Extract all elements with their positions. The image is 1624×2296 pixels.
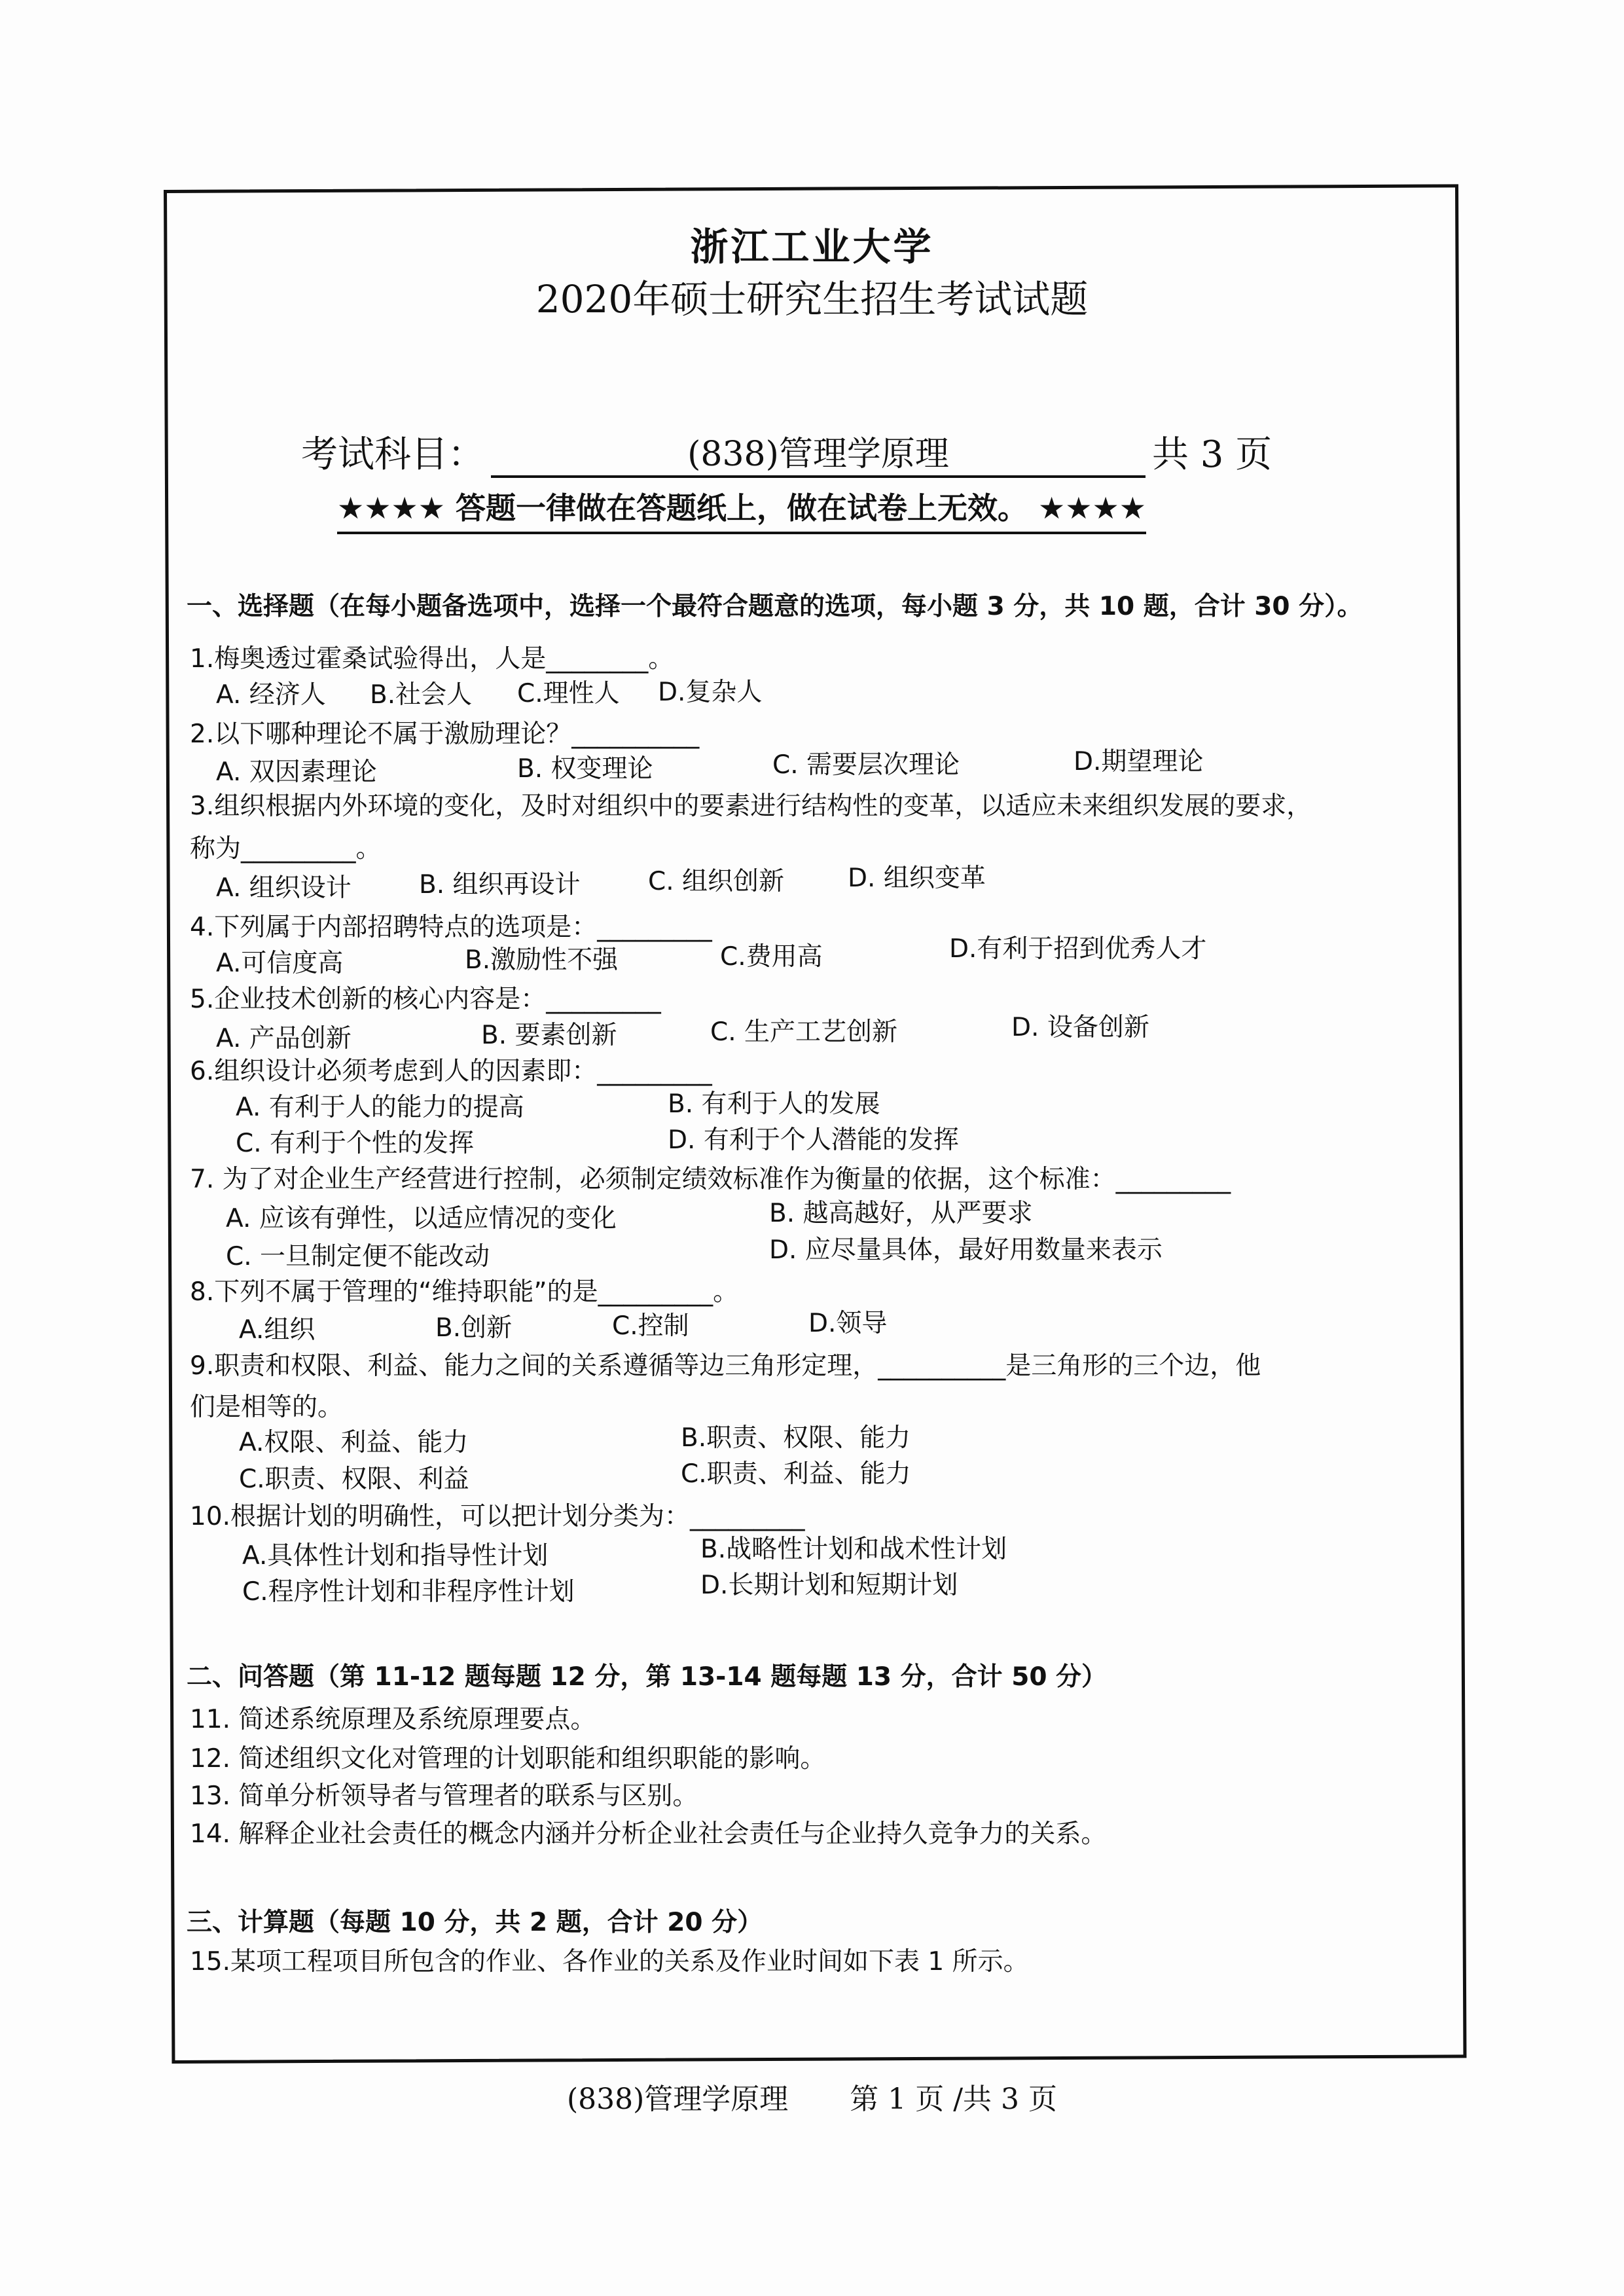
section1-heading: 一、选择题（在每小题备选项中，选择一个最符合题意的选项，每小题 3 分，共 10 题，合计 30 分）。 bbox=[187, 592, 1363, 621]
q1-option-d: D.复杂人 bbox=[658, 678, 763, 707]
q2-option-d: D.期望理论 bbox=[1074, 747, 1204, 776]
q5-option-c: C. 生产工艺创新 bbox=[710, 1017, 898, 1047]
question-7: 7. 为了对企业生产经营进行控制，必须制定绩效标准作为衡量的依据，这个标准：_________ bbox=[190, 1165, 1231, 1194]
question-3-cont: 称为_________。 bbox=[190, 834, 382, 864]
footer-page-number: 第 1 页 /共 3 页 bbox=[850, 2083, 1058, 2116]
q8-option-a: A.组织 bbox=[239, 1315, 316, 1345]
q2-option-c: C. 需要层次理论 bbox=[772, 750, 960, 780]
q4-option-a: A.可信度高 bbox=[216, 949, 344, 978]
q4-option-d: D.有利于招到优秀人才 bbox=[949, 934, 1207, 964]
section3-heading: 三、计算题（每题 10 分，共 2 题，合计 20 分） bbox=[187, 1908, 763, 1937]
q8-option-b: B.创新 bbox=[435, 1313, 513, 1343]
question-11: 11. 简述系统原理及系统原理要点。 bbox=[190, 1705, 596, 1734]
question-9-cont: 们是相等的。 bbox=[190, 1393, 344, 1422]
q2-option-a: A. 双因素理论 bbox=[216, 757, 377, 787]
subject-row bbox=[301, 426, 1272, 478]
q3-option-a: A. 组织设计 bbox=[216, 873, 352, 903]
question-13: 13. 简单分析领导者与管理者的联系与区别。 bbox=[190, 1781, 698, 1811]
question-8: 8.下列不属于管理的“维持职能”的是_________。 bbox=[190, 1277, 739, 1307]
answer-notice: ★★★★ 答题一律做在答题纸上，做在试卷上无效。 ★★★★ bbox=[337, 484, 1146, 534]
q6-option-a: A. 有利于人的能力的提高 bbox=[236, 1093, 524, 1122]
question-1: 1.梅奥透过霍桑试验得出，人是________。 bbox=[190, 644, 674, 674]
question-4: 4.下列属于内部招聘特点的选项是：_________ bbox=[190, 913, 712, 942]
question-10: 10.根据计划的明确性，可以把计划分类为：_________ bbox=[190, 1502, 805, 1531]
q4-option-c: C.费用高 bbox=[720, 942, 823, 972]
q7-option-c: C. 一旦制定便不能改动 bbox=[226, 1242, 490, 1271]
question-2: 2.以下哪种理论不属于激励理论？__________ bbox=[190, 720, 700, 749]
question-12: 12. 简述组织文化对管理的计划职能和组织职能的影响。 bbox=[190, 1744, 826, 1774]
question-9: 9.职责和权限、利益、能力之间的关系遵循等边三角形定理，__________是三角形的三个边，他 bbox=[190, 1351, 1261, 1381]
exam-title: 2020年硕士研究生招生考试试题 bbox=[535, 277, 1089, 321]
q10-option-c: C.程序性计划和非程序性计划 bbox=[242, 1577, 575, 1607]
q6-option-b: B. 有利于人的发展 bbox=[668, 1089, 880, 1119]
subject-value: (838)管理学原理 bbox=[491, 426, 1146, 478]
q7-option-a: A. 应该有弹性，以适应情况的变化 bbox=[226, 1204, 617, 1233]
subject-label: 考试科目： bbox=[301, 433, 484, 476]
q3-option-b: B. 组织再设计 bbox=[419, 870, 581, 900]
q5-option-d: D. 设备创新 bbox=[1011, 1013, 1149, 1042]
question-6: 6.组织设计必须考虑到人的因素即：_________ bbox=[190, 1057, 712, 1086]
q3-option-d: D. 组织变革 bbox=[848, 864, 986, 893]
q10-option-b: B.战略性计划和战术性计划 bbox=[700, 1535, 1007, 1564]
q8-option-c: C.控制 bbox=[612, 1311, 689, 1341]
question-15: 15.某项工程项目所包含的作业、各作业的关系及作业时间如下表 1 所示。 bbox=[190, 1947, 1029, 1977]
school-name: 浙江工业大学 bbox=[690, 225, 934, 269]
q9-option-b: B.职责、权限、能力 bbox=[681, 1423, 911, 1453]
q9-option-a: A.权限、利益、能力 bbox=[239, 1428, 469, 1457]
q3-option-c: C. 组织创新 bbox=[648, 867, 785, 896]
q10-option-a: A.具体性计划和指导性计划 bbox=[242, 1541, 549, 1571]
q1-option-c: C.理性人 bbox=[517, 679, 620, 708]
section2-heading: 二、问答题（第 11-12 题每题 12 分，第 13-14 题每题 13 分，合计 50 分） bbox=[187, 1662, 1108, 1692]
footer-subject: (838)管理学原理 bbox=[566, 2083, 789, 2116]
page-footer bbox=[0, 2075, 1624, 2117]
q9-option-c: C.职责、权限、利益 bbox=[239, 1465, 469, 1494]
q7-option-b: B. 越高越好，从严要求 bbox=[769, 1199, 1033, 1228]
question-5: 5.企业技术创新的核心内容是：_________ bbox=[190, 985, 661, 1014]
q6-option-d: D. 有利于个人潜能的发挥 bbox=[668, 1125, 959, 1155]
q8-option-d: D.领导 bbox=[808, 1309, 888, 1338]
question-3: 3.组织根据内外环境的变化，及时对组织中的要素进行结构性的变革，以适应未来组织发展的要求， bbox=[190, 792, 1312, 821]
page-count: 共 3 页 bbox=[1152, 433, 1272, 476]
q5-option-a: A. 产品创新 bbox=[216, 1024, 352, 1053]
q5-option-b: B. 要素创新 bbox=[481, 1021, 617, 1050]
q10-option-d: D.长期计划和短期计划 bbox=[700, 1571, 958, 1600]
q7-option-d: D. 应尽量具体，最好用数量来表示 bbox=[769, 1235, 1163, 1265]
q1-option-a: A. 经济人 bbox=[216, 680, 326, 710]
q4-option-b: B.激励性不强 bbox=[465, 945, 619, 975]
q6-option-c: C. 有利于个性的发挥 bbox=[236, 1129, 475, 1158]
question-14: 14. 解释企业社会责任的概念内涵并分析企业社会责任与企业持久竞争力的关系。 bbox=[190, 1819, 1107, 1849]
q9-option-d: C.职责、利益、能力 bbox=[681, 1459, 911, 1489]
q2-option-b: B. 权变理论 bbox=[517, 754, 653, 784]
q1-option-b: B.社会人 bbox=[370, 680, 473, 710]
